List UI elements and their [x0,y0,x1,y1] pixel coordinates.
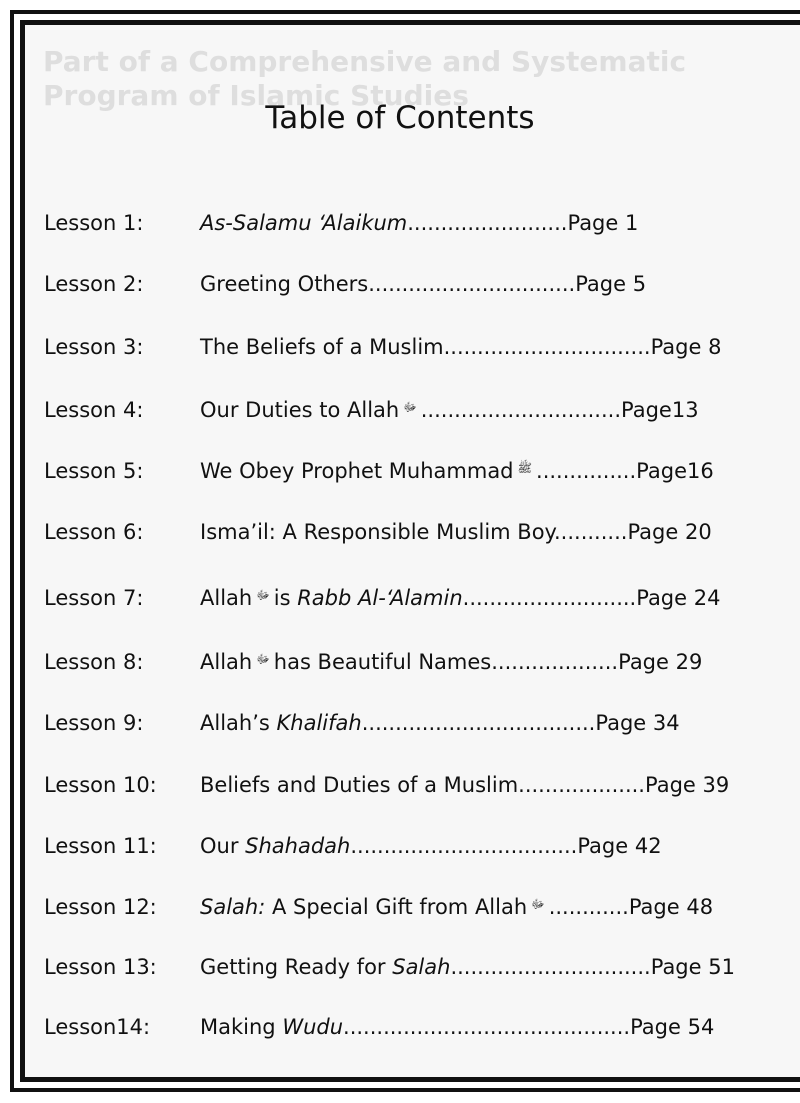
page-title: Table of Contents [265,100,535,136]
lesson-title [200,773,729,797]
lesson-title-text: Allah [200,586,253,610]
toc-row-1 [44,211,784,241]
page-number: Page13 [621,398,699,422]
page-number: Page 39 [645,773,730,797]
toc-row-6 [44,520,784,550]
leader-dots: ........................................... [343,1015,631,1039]
lesson-title [200,650,702,674]
lesson-number: Lesson 6: [44,520,144,544]
lesson-title [200,834,662,858]
leader-dots: ................... [491,650,619,674]
bleed-through-line-1: Part of a Comprehensive and Systematic [43,45,687,78]
lesson-title-text: Isma’il: A Responsible Muslim Boy [200,520,554,544]
lesson-title [200,586,720,610]
page-number: Page 8 [650,335,722,359]
lesson-title-text: Allah [200,650,253,674]
bleed-through-line-2: Program of Islamic Studies [43,79,469,112]
lesson-number: Lesson 12: [44,895,157,919]
lesson-title-italic: Wudu [282,1015,344,1039]
lesson-title-text: Greeting Others [200,272,369,296]
page-number: Page 42 [577,834,662,858]
lesson-number: Lesson 8: [44,650,144,674]
lesson-title [200,895,713,919]
leader-dots: ............................... [443,335,651,359]
toc-row-14 [44,1015,784,1045]
honorific-icon: ﷻ [256,652,270,666]
leader-dots: .......................... [462,586,637,610]
toc-row-13 [44,955,784,985]
page-number: Page 20 [627,520,712,544]
page-number: Page 54 [630,1015,715,1039]
lesson-title-text-2: is [273,586,298,610]
lesson-title-text: Beliefs and Duties of a Muslim [200,773,519,797]
toc-row-3 [44,335,784,365]
page-number: Page 24 [636,586,721,610]
leader-dots: ............... [536,459,637,483]
lesson-title-text: Our Duties to Allah [200,398,400,422]
leader-dots: ........................ [407,211,568,235]
page-number: Page 29 [618,650,703,674]
page-number: Page 48 [628,895,714,919]
toc-row-4 [44,398,784,428]
lesson-title-italic: Shahadah [245,834,351,858]
lesson-title-text: We Obey Prophet Muhammad [200,459,514,483]
salutation-icon: ﷺ [517,461,533,475]
lesson-number: Lesson 3: [44,335,144,359]
lesson-title [200,398,699,422]
leader-dots: .................................. [350,834,578,858]
leader-dots: ............ [548,895,629,919]
toc-row-8 [44,650,784,680]
lesson-title [200,211,638,235]
leader-dots: .............................. [420,398,622,422]
lesson-number: Lesson 10: [44,773,157,797]
lesson-title-italic: As-Salamu ‘Alaikum [200,211,408,235]
lesson-title-text: Getting Ready for [200,955,393,979]
toc-row-9 [44,711,784,741]
lesson-number: Lesson 4: [44,398,144,422]
honorific-icon: ﷻ [256,588,270,602]
lesson-title [200,335,721,359]
toc-row-12 [44,895,784,925]
toc-row-11 [44,834,784,864]
lesson-title-text: Allah’s [200,711,277,735]
lesson-title-text: Our [200,834,246,858]
lesson-title-italic: Salah [392,955,451,979]
lesson-title-text: A Special Gift from Allah [265,895,528,919]
lesson-title [200,1015,714,1039]
lesson-number: Lesson 7: [44,586,144,610]
lesson-number: Lesson 5: [44,459,144,483]
page-number: Page 34 [595,711,680,735]
lesson-title [200,711,680,735]
toc-row-5 [44,459,784,489]
lesson-title-italic: Rabb Al-‘Alamin [297,586,463,610]
toc-row-10 [44,773,784,803]
honorific-icon: ﷻ [531,897,545,911]
page-number: Page 5 [575,272,647,296]
lesson-title-italic: Khalifah [276,711,362,735]
lesson-number: Lesson 1: [44,211,144,235]
page-number: Page 51 [650,955,735,979]
lesson-number: Lesson 13: [44,955,157,979]
lesson-number: Lesson 9: [44,711,144,735]
toc-row-2 [44,272,784,302]
lesson-title [200,955,735,979]
toc-row-7 [44,586,784,616]
leader-dots: ................................... [361,711,596,735]
honorific-icon: ﷻ [403,400,417,414]
lesson-title-italic: Salah: [200,895,266,919]
lesson-number: Lesson 2: [44,272,144,296]
page-number: Page16 [636,459,714,483]
lesson-title [200,272,646,296]
lesson-title [200,459,714,483]
lesson-title-text: The Beliefs of a Muslim [200,335,444,359]
leader-dots: .............................. [450,955,651,979]
lesson-number: Lesson 11: [44,834,157,858]
lesson-title [200,520,712,544]
leader-dots: ........... [554,520,628,544]
lesson-number: Lesson14: [44,1015,151,1039]
lesson-title-text-2: has Beautiful Names [273,650,492,674]
lesson-title-text: Making [200,1015,283,1039]
leader-dots: ............................... [368,272,576,296]
leader-dots: ................... [518,773,645,797]
page-number: Page 1 [567,211,639,235]
